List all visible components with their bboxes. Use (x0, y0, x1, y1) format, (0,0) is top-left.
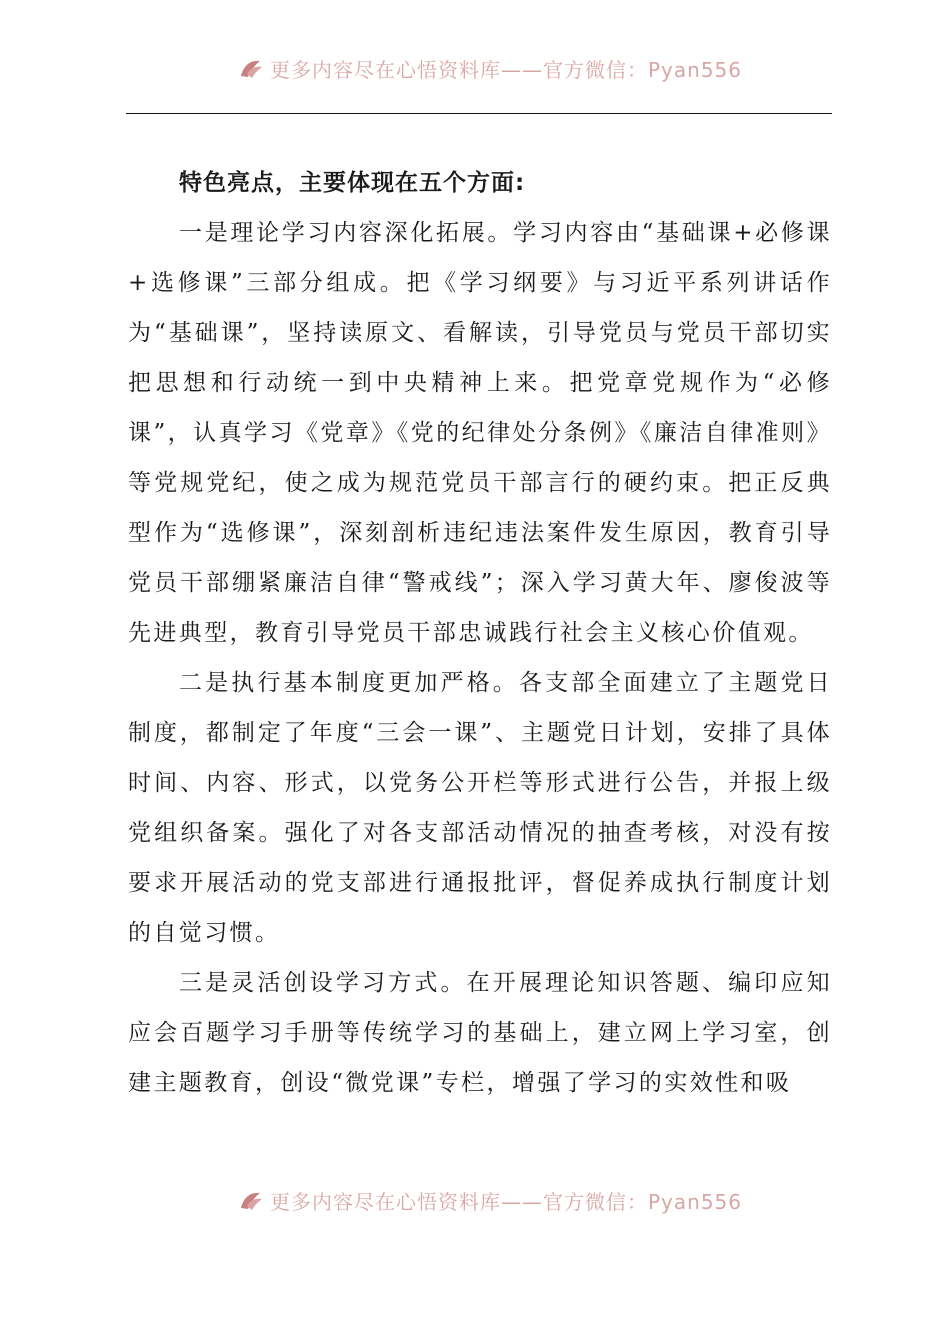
header-divider (126, 113, 832, 114)
header-watermark (238, 54, 742, 82)
paragraph-theory-study: 一是理论学习内容深化拓展。学习内容由“基础课+必修课+选修课”三部分组成。把《学习纲要》与习近平系列讲话作为“基础课”，坚持读原文、看解读，引导党员与党员干部切实把思想和行动统一到中央精神上来。把党章党规作为“必修课”，认真学习《党章》《党的纪律处分条例》《廉洁自律准则》等党规党纪，使之成为规范党员干部言行的硬约束。把正反典型作为“选修课”，深刻剖析违纪违法案件发生原因，教育引导党员干部绷紧廉洁自律“警戒线”；深入学习黄大年、廖俊波等先进典型，教育引导党员干部忠诚践行社会主义核心价值观。 (128, 220, 832, 646)
document-body (128, 158, 832, 1108)
watermark-text: 更多内容尽在心悟资料库——官方微信：Pyan556 (270, 1189, 743, 1214)
brand-logo-icon (238, 1188, 264, 1212)
section-heading: 特色亮点，主要体现在五个方面: (179, 170, 526, 196)
watermark-text: 更多内容尽在心悟资料库——官方微信：Pyan556 (270, 57, 743, 82)
brand-logo-icon (238, 56, 264, 80)
footer-watermark (238, 1186, 742, 1214)
paragraph-system-execution: 二是执行基本制度更加严格。各支部全面建立了主题党日制度，都制定了年度“三会一课”、主题党日计划，安排了具体时间、内容、形式，以党务公开栏等形式进行公告，并报上级党组织备案。强化了对各支部活动情况的抽查考核，对没有按要求开展活动的党支部进行通报批评，督促养成执行制度计划的自觉习惯。 (128, 670, 832, 946)
paragraph-study-methods: 三是灵活创设学习方式。在开展理论知识答题、编印应知应会百题学习手册等传统学习的基础上，建立网上学习室，创建主题教育，创设“微党课”专栏，增强了学习的实效性和吸 (128, 970, 832, 1096)
